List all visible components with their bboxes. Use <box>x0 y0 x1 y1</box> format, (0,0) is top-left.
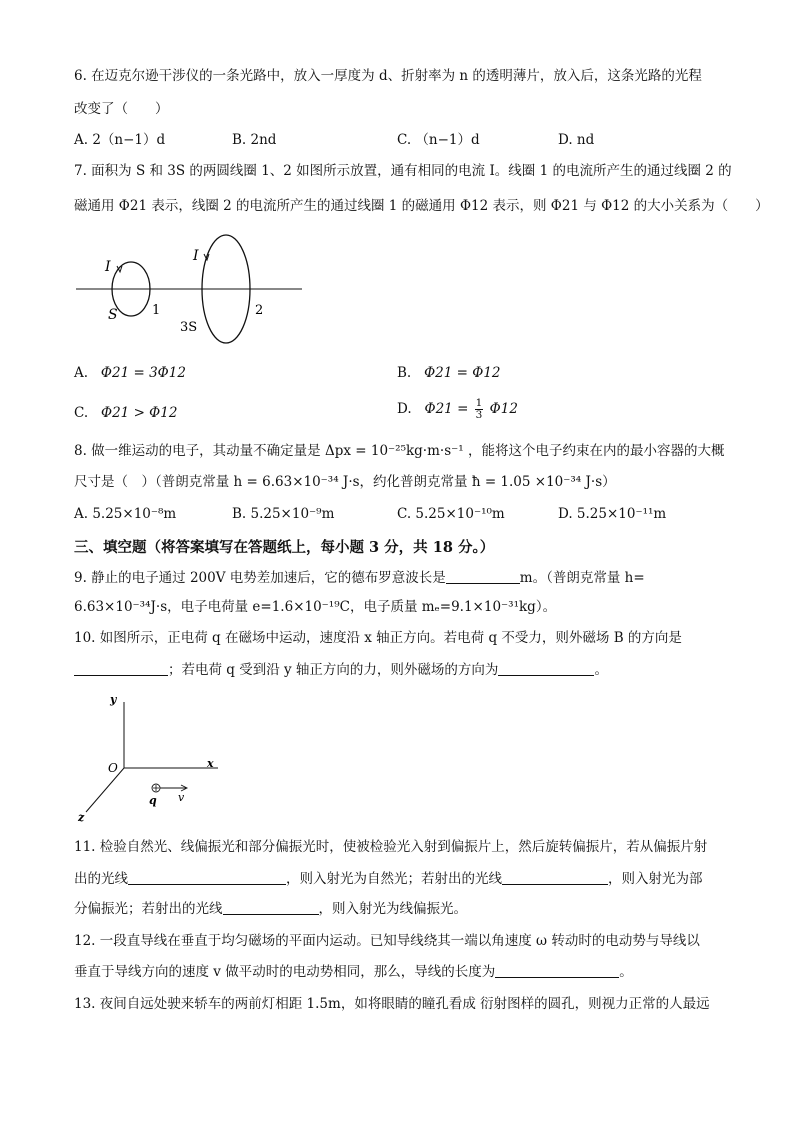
coils-figure <box>70 226 310 354</box>
fig-i-left: I <box>105 259 111 275</box>
q7-option-a: A. Φ21 = 3Φ12 <box>74 365 186 381</box>
q6-option-d: D. nd <box>558 132 595 148</box>
q10-line1: 10. 如图所示，正电荷 q 在磁场中运动，速度沿 x 轴正方向。若电荷 q 不受力，则外磁场 B 的方向是 <box>74 630 682 646</box>
q6-line2: 改变了（ ） <box>74 101 169 117</box>
q7-option-b: B. Φ21 = Φ12 <box>397 365 501 381</box>
q12-line2: 垂直于导线方向的速度 v 做平动时的电动势相同，那么，导线的长度为 。 <box>74 964 633 980</box>
q13-line1: 13. 夜间自远处驶来轿车的两前灯相距 1.5m，如将眼睛的瞳孔看成 衍射图样的圆孔，则视力正常的人最远 <box>74 996 710 1012</box>
answer-blank[interactable] <box>498 661 594 676</box>
q6-option-a: A. 2（n−1）d <box>74 132 166 148</box>
answer-blank[interactable] <box>502 870 608 885</box>
q8-option-c: C. 5.25×10⁻¹⁰m <box>397 506 505 522</box>
z-label: z <box>78 811 85 824</box>
q6-option-b: B. 2nd <box>232 132 277 148</box>
q9-line1: 9. 静止的电子通过 200V 电势差加速后，它的德布罗意波长是 m。（普朗克常量 h= <box>74 570 645 586</box>
q11-line3: 分偏振光；若射出的光线 ，则入射光为线偏振光。 <box>74 901 467 917</box>
fig-coil2-label: 2 <box>255 303 264 318</box>
fig-coil1-label: 1 <box>152 303 161 318</box>
answer-blank[interactable] <box>223 900 319 915</box>
answer-blank[interactable] <box>74 661 168 676</box>
q8-option-a: A. 5.25×10⁻⁸m <box>74 506 177 522</box>
fraction-one-third: $\frac{1}{3}$ <box>475 397 483 421</box>
axes-figure <box>70 688 240 828</box>
q6-line1: 6. 在迈克尔逊干涉仪的一条光路中，放入一厚度为 d、折射率为 n 的透明薄片，放入后，这条光路的光程 <box>74 68 702 84</box>
answer-blank[interactable] <box>128 870 286 885</box>
section-heading: 三、填空题（将答案填写在答题纸上，每小题 3 分，共 18 分。） <box>74 539 495 556</box>
q6-option-c: C. （n−1）d <box>397 132 480 148</box>
q7-option-c: C. Φ21 > Φ12 <box>74 405 178 421</box>
q9-line2: 6.63×10⁻³⁴J·s，电子电荷量 e=1.6×10⁻¹⁹C，电子质量 mₑ=9.1×10⁻³¹kg）。 <box>74 599 557 615</box>
q12-line1: 12. 一段直导线在垂直于均匀磁场的平面内运动。已知导线绕其一端以角速度 ω 转动时的电动势与导线以 <box>74 933 700 949</box>
q10-line2: ；若电荷 q 受到沿 y 轴正方向的力，则外磁场的方向为 。 <box>74 661 608 679</box>
fig-3s-label: 3S <box>180 320 198 335</box>
q8-line2: 尺寸是（ ）（普朗克常量 h = 6.63×10⁻³⁴ J·s，约化普朗克常量 ħ = 1.05 ×10⁻³⁴ J·s） <box>74 474 616 490</box>
v-label: v <box>178 791 185 804</box>
q8-option-b: B. 5.25×10⁻⁹m <box>232 506 335 522</box>
y-label: y <box>110 693 117 706</box>
answer-blank[interactable] <box>446 569 520 584</box>
origin-label: O <box>108 761 118 775</box>
x-label: x <box>207 757 214 770</box>
q11-line1: 11. 检验自然光、线偏振光和部分偏振光时，使被检验光入射到偏振片上，然后旋转偏振片，若从偏振片射 <box>74 839 708 855</box>
q7-line2: 磁通用 Φ21 表示，线圈 2 的电流所产生的通过线圈 1 的磁通用 Φ12 表示，则 Φ21 与 Φ12 的大小关系为（ ） <box>74 198 769 214</box>
q11-line2: 出的光线 ，则入射光为自然光；若射出的光线 ，则入射光为部 <box>74 871 703 887</box>
answer-blank[interactable] <box>495 963 619 978</box>
fig-s-label: S <box>108 307 118 323</box>
q8-option-d: D. 5.25×10⁻¹¹m <box>558 506 667 522</box>
q7-line1: 7. 面积为 S 和 3S 的两圆线圈 1、2 如图所示放置，通有相同的电流 I。线圈 1 的电流所产生的通过线圈 2 的 <box>74 163 732 179</box>
fig-i-right: I <box>193 248 199 264</box>
z-axis <box>86 768 124 812</box>
q7-option-d: D. Φ21 = $\frac{1}{3}$ Φ12 <box>397 397 518 421</box>
q-label: q <box>149 794 157 807</box>
q8-line1: 8. 做一维运动的电子，其动量不确定量是 Δpx = 10⁻²⁵kg·m·s⁻¹ ，能将这个电子约束在内的最小容器的大概 <box>74 443 725 459</box>
